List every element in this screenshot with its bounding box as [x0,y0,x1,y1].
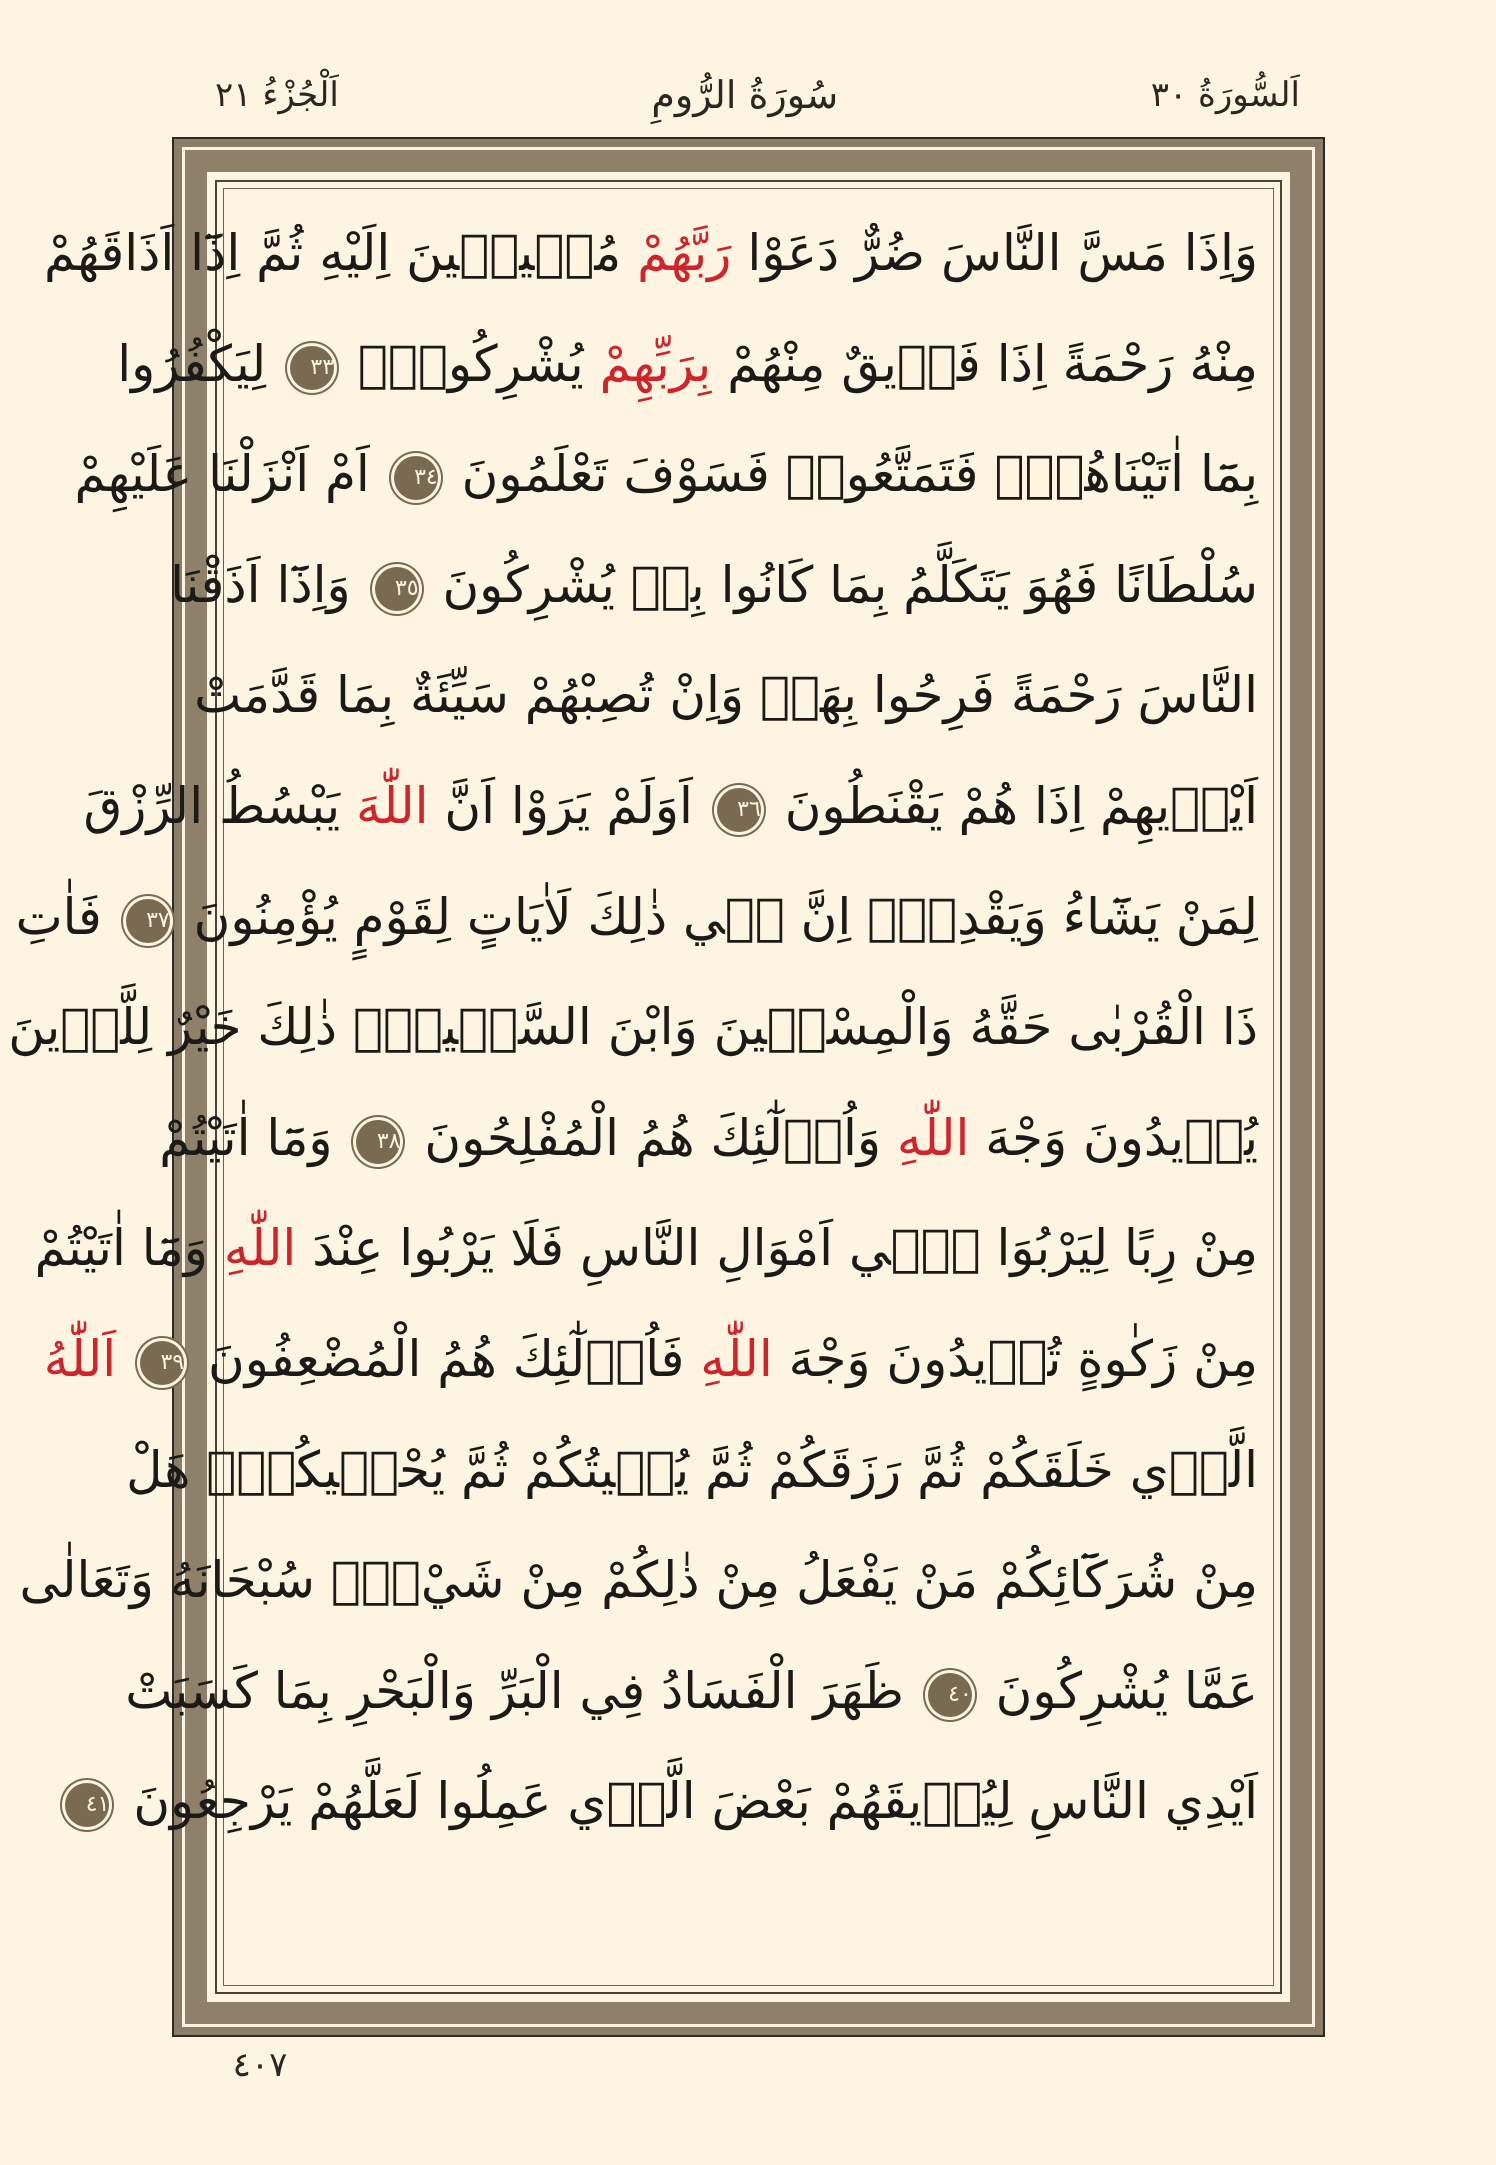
verse-text: عَمَّا يُشْرِكُونَ [979,1661,1258,1720]
verse-text: لِمَنْ يَشَٓاءُ وَيَقْدِرُۜ اِنَّ فٖي ذٰلِكَ لَاٰيَاتٍ لِقَوْمٍ يُؤْمِنُونَ [177,887,1258,946]
divine-name: اَللّٰهُ [43,1329,117,1388]
divine-name: اللّٰهِ [223,1219,297,1278]
divine-name: اللّٰهَ [356,776,429,835]
verse-text: وَمَٓا اٰتَيْتُمْ [34,1219,224,1278]
verse-text: بِمَٓا اٰتَيْنَاهُمْۜ فَتَمَتَّعُواۙ فَسَوْفَ تَعْلَمُونَ [445,445,1258,504]
verse-text: مُنٖيبٖينَ اِلَيْهِ ثُمَّ اِذَٓا اَذَاقَهُمْ [44,224,638,282]
text-line [170,530,1258,641]
verse-text: فَاٰتِ [15,887,118,946]
verse-text: مِنْ رِبًا لِيَرْبُوَا فٖٓي اَمْوَالِ النَّاسِ فَلَا يَرْبُوا عِنْدَ [296,1219,1258,1278]
surah-name: سُورَةُ الرُّومِ [651,73,839,117]
divine-name: اللّٰهِ [700,1329,773,1388]
ayah-marker-icon: ٣٩ [140,1341,184,1385]
page-header [215,60,1300,130]
verse-text: اَمْ اَنْزَلْنَا عَلَيْهِمْ [74,445,386,504]
text-line [85,1746,1258,1857]
verse-text: مِنْ زَكٰوةٍ تُرٖيدُونَ وَجْهَ [772,1329,1258,1388]
verse-text: لِيَكْفُرُوا [117,334,283,393]
divine-name: بِرَبِّهِمْ [599,334,712,393]
text-line [194,640,1258,751]
ayah-marker-icon: ٣٦ [717,788,761,832]
text-line [8,972,1258,1083]
verse-text: يَبْسُطُ الرِّزْقَ [83,776,357,835]
ayah-marker-icon: ٤١ [65,1783,109,1827]
verse-text: ظَهَرَ الْفَسَادُ فِي الْبَرِّ وَالْبَحْرِ بِمَا كَسَبَتْ [125,1661,920,1720]
ayah-marker-icon: ٣٧ [126,899,170,943]
text-line [125,1636,1258,1747]
ayah-marker-icon: ٣٣ [290,346,334,390]
text-line [74,419,1258,530]
surah-number: اَلسُّورَةُ ٣٠ [1150,75,1300,115]
verse-text: مِنْهُ رَحْمَةً اِذَا فَرٖيقٌ مِنْهُمْ [711,334,1258,393]
verse-text: الَّذٖي خَلَقَكُمْ ثُمَّ رَزَقَكُمْ ثُمَّ يُمٖيتُكُمْ ثُمَّ يُحْيٖيكُمْۜ هَلْ [126,1440,1258,1499]
verse-text: يُرٖيدُونَ وَجْهَ [969,1108,1258,1167]
text-line [126,1415,1258,1526]
verse-text: يُشْرِكُونَۙ [342,334,600,393]
verse-text: وَاِذَٓا اَذَقْنَا [170,555,367,614]
verse-text [116,1330,132,1388]
verse-text: وَاُو۬لٰٓئِكَ هُمُ الْمُفْلِحُونَ [408,1108,897,1167]
verse-text: اَوَلَمْ يَرَوْا اَنَّ [428,776,709,835]
verse-text: النَّاسَ رَحْمَةً فَرِحُوا بِهَاۜ وَاِنْ تُصِبْهُمْ سَيِّئَةٌ بِمَا قَدَّمَتْ [194,666,1258,725]
verse-text: مِنْ شُرَكَٓائِكُمْ مَنْ يَفْعَلُ مِنْ ذٰلِكُمْ مِنْ شَيْءٍۜ سُبْحَانَهُ وَتَعَالٰى [19,1551,1258,1610]
ayah-marker-icon: ٤٠ [928,1673,972,1717]
text-line [83,751,1258,862]
verse-text: سُلْطَانًا فَهُوَ يَتَكَلَّمُ بِمَا كَانُوا بِهٖ يُشْرِكُونَ [426,555,1258,614]
divine-name: اللّٰهِ [896,1108,970,1167]
quran-text [8,198,1258,1968]
text-line [15,862,1258,973]
verse-text: فَاُو۬لٰٓئِكَ هُمُ الْمُضْعِفُونَ [192,1329,701,1388]
verse-text: ذَا الْقُرْبٰى حَقَّهُ وَالْمِسْكٖينَ وَابْنَ السَّبٖيلِۜ ذٰلِكَ خَيْرٌ لِلَّذٖينَ [8,998,1258,1057]
text-line [159,1083,1258,1194]
divine-name: رَبَّهُمْ [637,224,732,282]
text-line [117,309,1258,420]
ayah-marker-icon: ٣٤ [394,456,438,500]
ayah-marker-icon: ٣٨ [356,1120,400,1164]
text-line [19,1525,1258,1636]
ayah-marker-icon: ٣٥ [375,567,419,611]
text-line [44,198,1258,309]
text-line [34,1193,1258,1304]
juz-number: اَلْجُزْءُ ٢١ [215,75,339,115]
verse-text: وَمَٓا اٰتَيْتُمْ [159,1108,349,1167]
text-line [43,1304,1258,1415]
verse-text: وَاِذَا مَسَّ النَّاسَ ضُرٌّ دَعَوْا [731,224,1258,282]
page-number: ٤٠٧ [232,2045,288,2085]
verse-text: اَيْدِي النَّاسِ لِيُذٖيقَهُمْ بَعْضَ الَّذٖي عَمِلُوا لَعَلَّهُمْ يَرْجِعُونَ [117,1772,1258,1831]
verse-text: اَيْدٖيهِمْ اِذَا هُمْ يَقْنَطُونَ [768,776,1258,835]
